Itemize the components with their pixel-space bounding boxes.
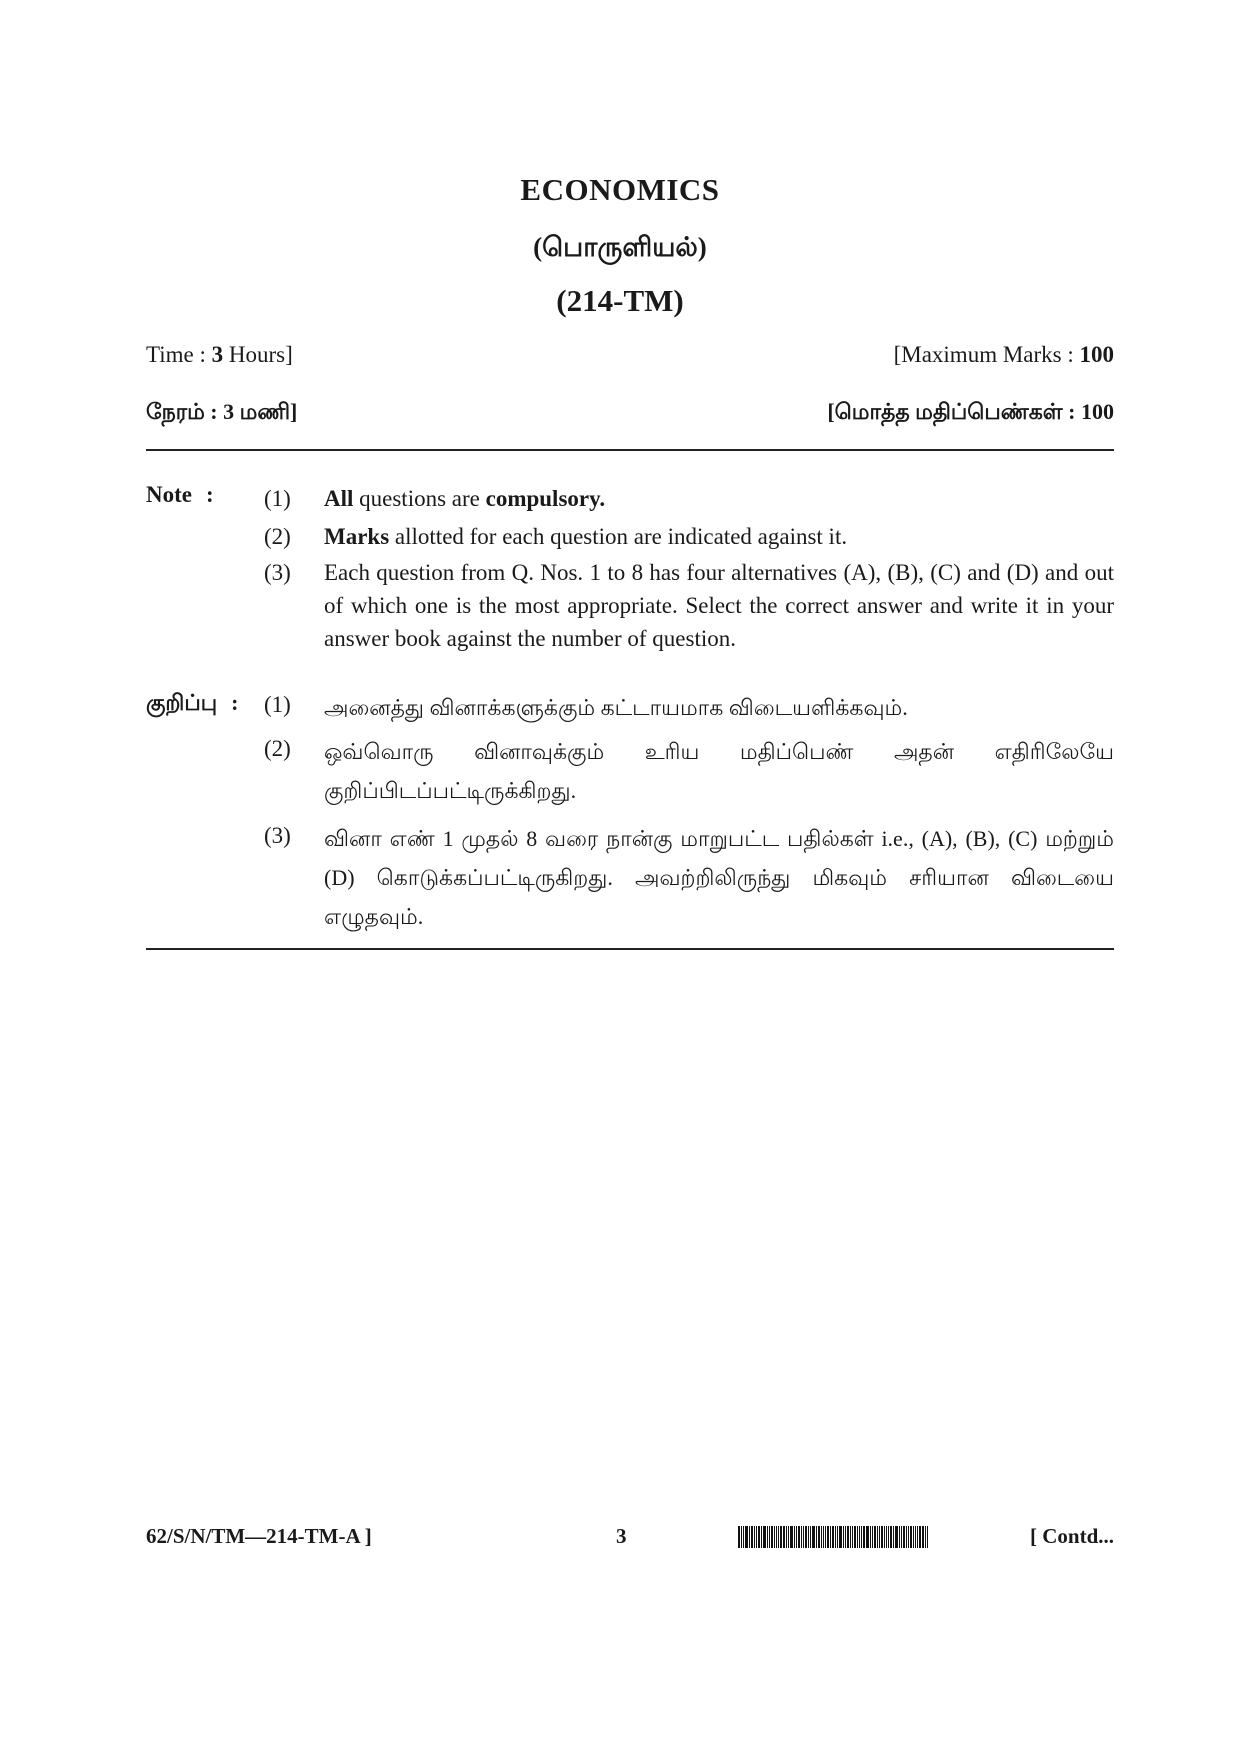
note-label: Note : (146, 482, 214, 507)
barcode-bar (903, 1526, 905, 1548)
note-item (264, 520, 1114, 553)
barcode-bar (763, 1526, 766, 1548)
barcode-bar (816, 1526, 817, 1548)
barcode-bar (884, 1526, 885, 1548)
note-item-number: (1) (264, 692, 291, 717)
barcode-bar (812, 1526, 815, 1548)
subject-title: ECONOMICS (520, 172, 720, 207)
barcode-bar (870, 1526, 871, 1548)
barcode-bar (788, 1526, 789, 1548)
note-item-text: அனைத்து வினாக்களுக்கும் கட்டாயமாக விடையளிக்கவும். (324, 695, 908, 720)
time-marks-row-tamil (146, 399, 1114, 428)
note-item-number: (2) (264, 736, 291, 761)
barcode-bar (857, 1526, 858, 1548)
barcode-bar (803, 1526, 804, 1548)
barcode-bar (778, 1526, 779, 1548)
note-item-number: (2) (264, 524, 291, 549)
barcode-bar (769, 1526, 770, 1548)
barcode-bar (845, 1526, 846, 1548)
barcode-bar (917, 1526, 918, 1548)
barcode-bar (874, 1526, 876, 1548)
barcode-icon (738, 1526, 992, 1548)
barcode-bar (823, 1526, 824, 1548)
barcode-bar (872, 1526, 873, 1548)
barcode-bar (863, 1526, 865, 1548)
time-label: Time : 3 Hours] (146, 342, 293, 367)
page-number: 3 (616, 1524, 627, 1548)
barcode-bar (805, 1526, 807, 1548)
barcode-bar (830, 1526, 831, 1548)
barcode-bar (850, 1526, 851, 1548)
note-item-number: (3) (264, 560, 291, 585)
barcode-bar (854, 1526, 856, 1548)
barcode-bar (906, 1526, 907, 1548)
barcode-bar (767, 1526, 768, 1548)
paper-code: 62/S/N/TM—214-TM-A ] (146, 1524, 372, 1548)
time-value: 3 (211, 342, 224, 367)
barcode-bar (839, 1526, 842, 1548)
bottom-divider (146, 948, 1114, 950)
barcode-bar (901, 1526, 902, 1548)
barcode-bar (818, 1526, 820, 1548)
barcode-bar (837, 1526, 838, 1548)
barcode-bar (852, 1526, 853, 1548)
barcode-bar (810, 1526, 811, 1548)
barcode-bar (835, 1526, 836, 1548)
note-item-tamil (264, 732, 1114, 810)
continued-label: [ Contd... (1029, 1524, 1114, 1548)
barcode-bar (751, 1526, 753, 1548)
barcode-bar (910, 1526, 912, 1548)
barcode-bar (832, 1526, 834, 1548)
barcode-bar (754, 1526, 755, 1548)
barcode-bar (783, 1526, 785, 1548)
barcode-bar (808, 1526, 809, 1548)
barcode-bar (847, 1526, 849, 1548)
barcode-bar (827, 1526, 829, 1548)
barcode-bar (756, 1526, 757, 1548)
barcode-bar (801, 1526, 802, 1548)
subject-title-tamil: (பொருளியல்) (533, 232, 707, 262)
note-item-number: (1) (264, 486, 291, 511)
note-item-text: வினா எண் 1 முதல் 8 வரை நான்கு மாறுபட்ட பதில்கள் i.e., (A), (B), (C) மற்றும் (D) கொடுக்கப்பட்டிருகிறது. அவற்றிலிருந்து மிகவும் சரியான விடையை எழுதவும். (324, 826, 1114, 929)
barcode-bar (888, 1526, 889, 1548)
max-marks-value: 100 (1079, 342, 1114, 367)
max-marks-label-tamil: [மொத்த மதிப்பெண்கள் : 100 (827, 399, 1114, 424)
page-footer (146, 1524, 1114, 1554)
barcode-bar (741, 1526, 742, 1548)
barcode-bar (915, 1526, 916, 1548)
note-item-tamil (264, 688, 1114, 727)
barcode-bar (798, 1526, 800, 1548)
note-item-text: ஒவ்வொரு வினாவுக்கும் உரிய மதிப்பெண் அதன் எதிரிலேயே குறிப்பிடப்பட்டிருக்கிறது. (324, 739, 1114, 803)
barcode-bar (890, 1526, 892, 1548)
barcode-bar (877, 1526, 878, 1548)
barcode-bar (780, 1526, 782, 1548)
barcode-bar (913, 1526, 914, 1548)
note-item (264, 556, 1114, 655)
barcode-bar (919, 1526, 921, 1548)
time-label-tamil: நேரம் : 3 மணி] (146, 399, 298, 424)
barcode-bar (796, 1526, 797, 1548)
barcode-bar (771, 1526, 773, 1548)
barcode-bar (879, 1526, 880, 1548)
barcode-bar (881, 1526, 883, 1548)
note-item-number: (3) (264, 823, 291, 848)
note-item-text: All questions are compulsory. (324, 486, 606, 511)
barcode-bar (758, 1526, 760, 1548)
note-item-text: Marks allotted for each question are indicated against it. (324, 524, 848, 549)
barcode-bar (821, 1526, 822, 1548)
note-item (264, 482, 1114, 515)
barcode-bar (927, 1526, 928, 1548)
barcode-bar (738, 1526, 740, 1548)
max-marks-label: [Maximum Marks : 100 (893, 342, 1114, 367)
barcode-bar (794, 1526, 795, 1548)
subject-code: (214-TM) (556, 283, 684, 318)
barcode-bar (749, 1526, 750, 1548)
barcode-bar (861, 1526, 862, 1548)
barcode-bar (761, 1526, 762, 1548)
note-label-tamil: குறிப்பு : (146, 690, 239, 715)
note-item-text: Each question from Q. Nos. 1 to 8 has four alternatives (A), (B), (C) and (D) and out of which one is the most appropriate. Select the correct answer and write it in your answer book against the number of question. (324, 560, 1114, 651)
barcode-bar (925, 1526, 926, 1548)
barcode-bar (790, 1526, 793, 1548)
barcode-bar (774, 1526, 775, 1548)
time-marks-row (146, 342, 1114, 368)
barcode-bar (859, 1526, 860, 1548)
barcode-bar (776, 1526, 777, 1548)
barcode-bar (745, 1526, 748, 1548)
barcode-bar (899, 1526, 900, 1548)
barcode-bar (743, 1526, 744, 1548)
barcode-bar (786, 1526, 787, 1548)
barcode-bar (886, 1526, 887, 1548)
barcode-bar (866, 1526, 869, 1548)
barcode-bar (893, 1526, 894, 1548)
note-item-tamil (264, 819, 1114, 936)
barcode-bar (895, 1526, 898, 1548)
barcode-bar (908, 1526, 909, 1548)
barcode-bar (825, 1526, 826, 1548)
top-divider (146, 449, 1114, 451)
barcode-bar (843, 1526, 844, 1548)
barcode-bar (922, 1526, 924, 1548)
